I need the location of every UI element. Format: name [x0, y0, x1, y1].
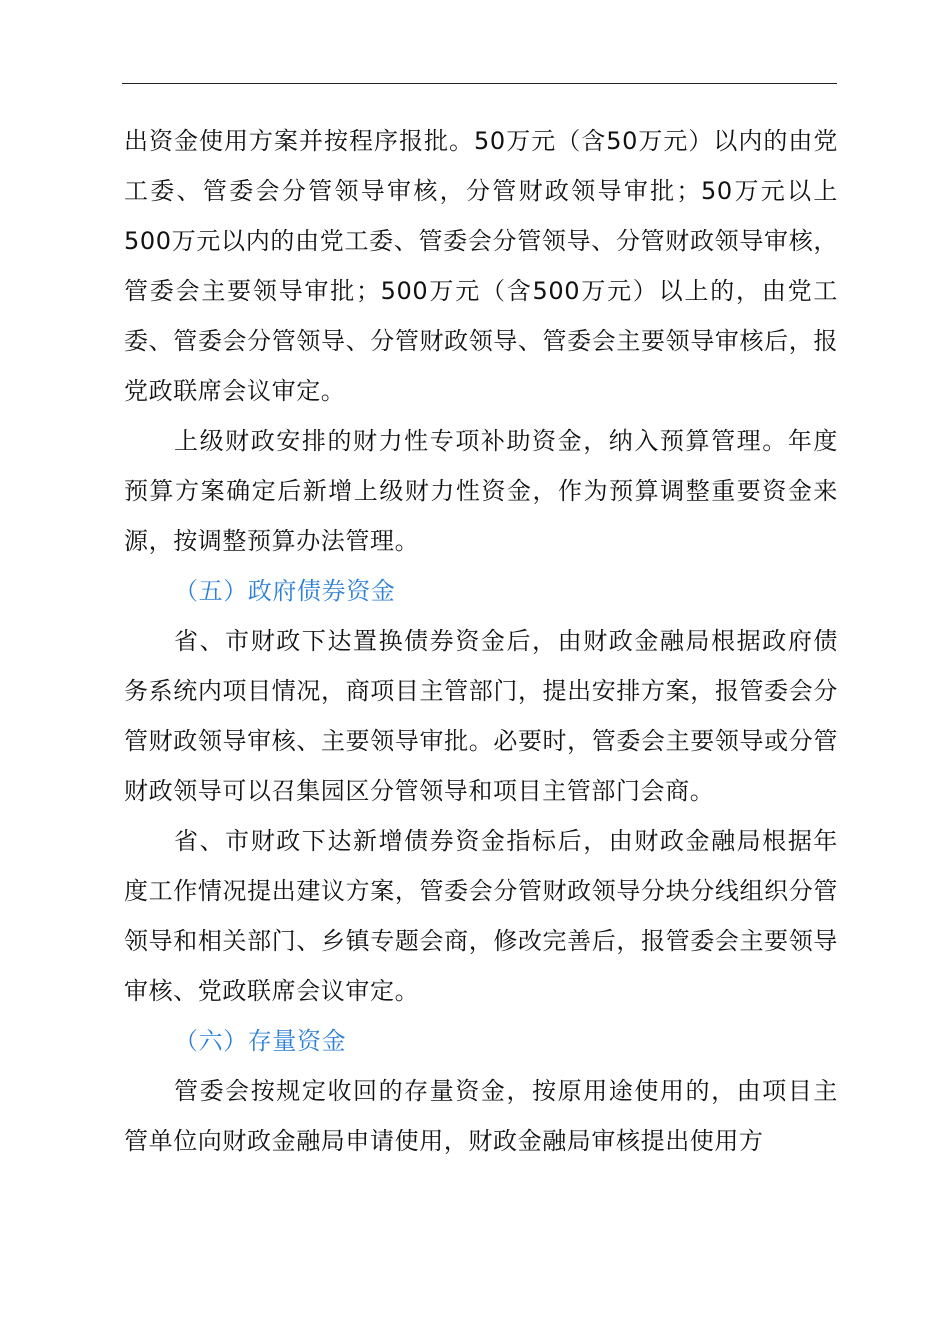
- paragraph-replacement-bonds: 省、市财政下达置换债券资金后，由财政金融局根据政府债务系统内项目情况，商项目主管部门，提出安排方案，报管委会分管财政领导审核、主要领导审批。必要时，管委会主要领导或分管财政领导可以召集园区分管领导和项目主管部门会商。: [124, 627, 838, 805]
- header-divider: [122, 83, 837, 84]
- paragraph-existing-funds: 管委会按规定收回的存量资金，按原用途使用的，由项目主管单位向财政金融局申请使用，财政金融局审核提出使用方: [124, 1077, 838, 1155]
- section-heading-government-bonds: （五）政府债券资金: [174, 577, 396, 605]
- paragraph-new-bonds: 省、市财政下达新增债券资金指标后，由财政金融局根据年度工作情况提出建议方案，管委会分管财政领导分块分线组织分管领导和相关部门、乡镇专题会商，修改完善后，报管委会主要领导审核、党政联席会议审定。: [124, 827, 838, 1005]
- section-heading-existing-funds: （六）存量资金: [174, 1027, 347, 1055]
- document-body: [124, 116, 838, 1166]
- paragraph-special-subsidy: 上级财政安排的财力性专项补助资金，纳入预算管理。年度预算方案确定后新增上级财力性资金，作为预算调整重要资金来源，按调整预算办法管理。: [124, 427, 838, 555]
- paragraph-approval-thresholds: 出资金使用方案并按程序报批。50万元（含50万元）以内的由党工委、管委会分管领导审核，分管财政领导审批；50万元以上500万元以内的由党工委、管委会分管领导、分管财政领导审核，管委会主要领导审批；500万元（含500万元）以上的，由党工委、管委会分管领导、分管财政领导、管委会主要领导审核后，报党政联席会议审定。: [124, 127, 838, 405]
